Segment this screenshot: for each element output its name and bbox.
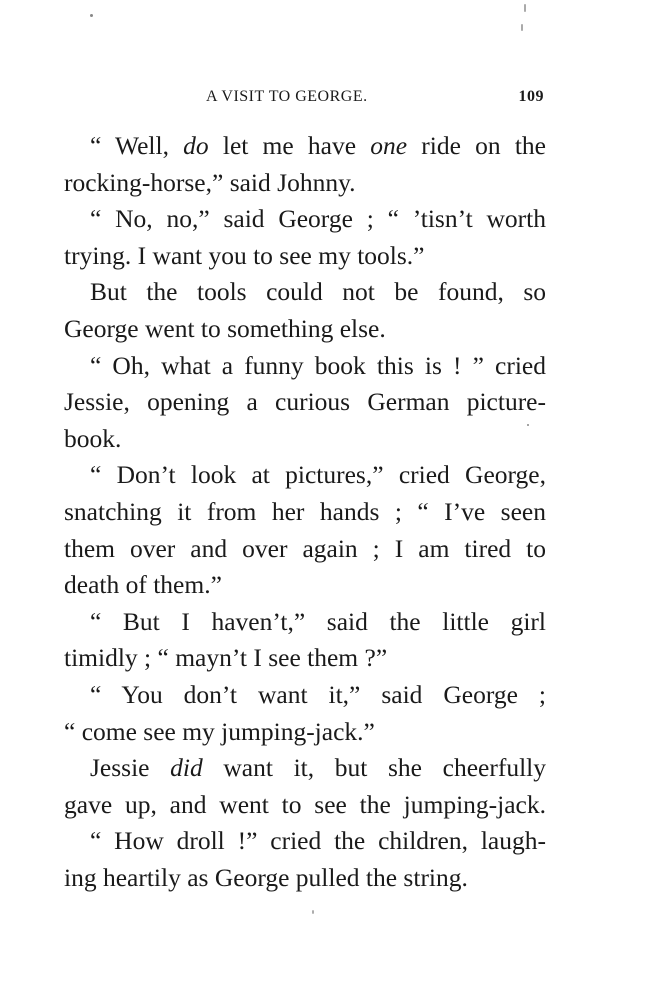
text-line: gave up, and went to see the jumping-jack. [64,789,546,819]
running-title: A VISIT TO GEORGE. [206,88,368,105]
paper-speck [524,4,526,12]
body-text [64,128,546,896]
paper-speck [521,24,523,31]
text-line: rocking-horse,” said Johnny. [64,167,356,197]
text-line: ing heartily as George pulled the string. [64,862,468,892]
text-line: “ Oh, what a funny book this is ! ” cried [90,350,546,380]
text-line: “ But I haven’t,” said the little girl [90,606,546,636]
text-line: book. [64,423,122,453]
text-line: “ Well, do let me have one ride on the [90,131,546,160]
paper-speck [312,910,314,914]
text-line: snatching it from her hands ; “ I’ve seen [64,496,546,526]
text-line: “ You don’t want it,” said George ; [90,679,546,709]
text-line: trying. I want you to see my tools.” [64,240,425,270]
paper-speck [90,14,93,17]
text-line: George went to something else. [64,313,386,343]
text-line: “ No, no,” said George ; “ ’tisn’t worth [90,204,546,234]
text-line: “ come see my jumping-jack.” [64,716,375,746]
text-line: But the tools could not be found, so [90,277,546,307]
running-header [64,88,544,112]
page-number: 109 [518,88,544,105]
text-line: Jessie did want it, but she cheerfully [90,753,546,783]
paper-speck [527,424,529,426]
text-line: them over and over again ; I am tired to [64,533,546,563]
text-line: death of them.” [64,570,222,600]
italic-emphasis: one [370,131,408,160]
text-line: “ How droll !” cried the children, laugh- [90,826,546,856]
text-line: “ Don’t look at pictures,” cried George, [90,460,546,490]
text-line: timidly ; “ mayn’t I see them ?” [64,643,388,673]
italic-emphasis: do [183,131,209,160]
italic-emphasis: did [170,753,203,783]
text-line: Jessie, opening a curious German picture- [64,387,546,417]
